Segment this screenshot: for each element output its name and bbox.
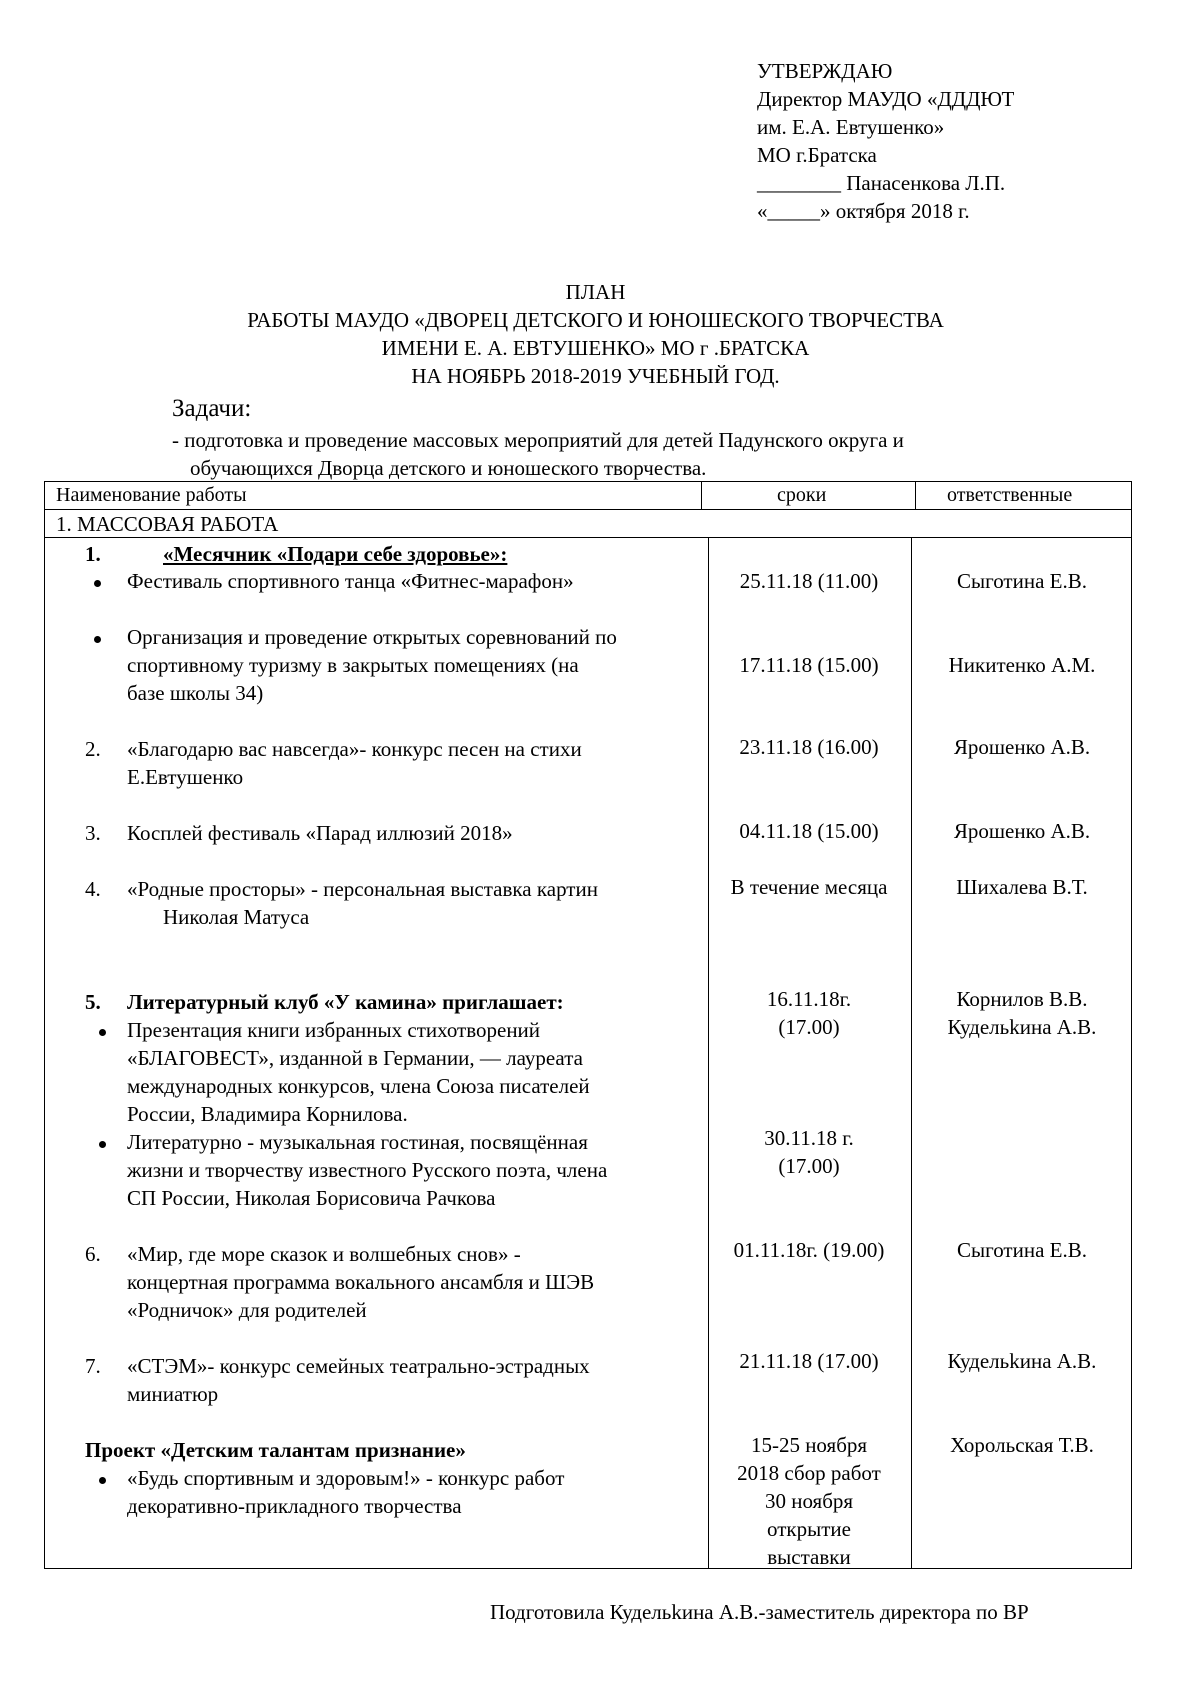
row-text: «Будь спортивным и здоровым!» - конкурс работ bbox=[127, 1466, 565, 1490]
row-date: выставки bbox=[767, 1545, 851, 1569]
row-date: 25.11.18 (11.00) bbox=[739, 569, 879, 593]
table-line bbox=[911, 537, 912, 1568]
approval-line: «_____» октября 2018 г. bbox=[757, 199, 970, 223]
row-date: 04.11.18 (15.00) bbox=[739, 819, 879, 843]
table-line bbox=[701, 481, 702, 509]
heading-line: РАБОТЫ МАУДО «ДВОРЕЦ ДЕТСКОГО И ЮНОШЕСКОГО ТВОРЧЕСТВА bbox=[247, 308, 944, 332]
approval-line: им. Е.А. Евтушенко» bbox=[757, 115, 945, 139]
heading-line: ИМЕНИ Е. А. ЕВТУШЕНКО» МО г .БРАТСКА bbox=[381, 336, 810, 360]
row-text: Литературно - музыкальная гостиная, посвящённая bbox=[127, 1130, 588, 1154]
document-heading bbox=[0, 278, 1191, 390]
row-date: 17.11.18 (15.00) bbox=[739, 653, 879, 677]
row-date: В течение месяца bbox=[730, 875, 888, 899]
heading-line: НА НОЯБРЬ 2018-2019 УЧЕБНЫЙ ГОД. bbox=[411, 364, 780, 388]
row-text: миниатюр bbox=[127, 1382, 219, 1406]
column-header-name: Наименование работы bbox=[56, 484, 247, 506]
approval-line: УТВЕРЖДАЮ bbox=[757, 59, 893, 83]
row-text: Николая Матуса bbox=[163, 905, 310, 929]
row-text: базе школы 34) bbox=[127, 681, 264, 705]
bullet-icon bbox=[99, 1141, 106, 1148]
row-text: международных конкурсов, члена Союза писателей bbox=[127, 1074, 590, 1098]
row-text: «СТЭМ»- конкурс семейных театрально-эстрадных bbox=[127, 1354, 590, 1378]
row-text: Фестиваль спортивного танца «Фитнес-марафон» bbox=[127, 569, 574, 593]
footer-signature: Подготовила Кудельkина А.В.-заместитель директора по ВР bbox=[490, 1600, 1029, 1624]
row-text: «Родные просторы» - персональная выставка картин bbox=[127, 877, 598, 901]
row-number: 7. bbox=[85, 1354, 101, 1378]
tasks-line: - подготовка и проведение массовых мероприятий для детей Падунского округа и bbox=[172, 428, 904, 452]
table-line bbox=[44, 481, 1132, 482]
row-text: «БЛАГОВЕСТ», изданной в Германии, — лауреата bbox=[127, 1046, 583, 1070]
tasks-text bbox=[172, 426, 904, 482]
bullet-icon bbox=[99, 1029, 106, 1036]
row-number: 6. bbox=[85, 1242, 101, 1266]
approval-line: ________ Панасенкова Л.П. bbox=[757, 171, 1006, 195]
bullet-icon bbox=[94, 636, 101, 643]
row-responsible: Ярошенко А.В. bbox=[953, 819, 1091, 843]
tasks-line: обучающихся Дворца детского и юношеского творчества. bbox=[190, 456, 707, 480]
row-title: Литературный клуб «У камина» приглашает: bbox=[127, 990, 564, 1014]
row-responsible: Корнилов В.В. bbox=[956, 987, 1088, 1011]
row-text: «Благодарю вас навсегда»- конкурс песен на стихи bbox=[127, 737, 582, 761]
approval-block bbox=[757, 57, 1014, 225]
approval-line: Директор МАУДО «ДДДЮТ bbox=[757, 87, 1015, 111]
row-text: «Родничок» для родителей bbox=[127, 1298, 367, 1322]
row-text: концертная программа вокального ансамбля и ШЭВ bbox=[127, 1270, 595, 1294]
row-responsible: Кудельkина А.В. bbox=[947, 1015, 1097, 1039]
row-text: спортивному туризму в закрытых помещениях (на bbox=[127, 653, 579, 677]
row-responsible: Никитенко А.М. bbox=[948, 653, 1096, 677]
row-text: декоративно-прикладного творчества bbox=[127, 1494, 462, 1518]
table-line bbox=[44, 481, 45, 1569]
row-text: «Мир, где море сказок и волшебных снов» - bbox=[127, 1242, 521, 1266]
row-date: 21.11.18 (17.00) bbox=[739, 1349, 879, 1373]
section-title: 1. МАССОВАЯ РАБОТА bbox=[56, 512, 279, 536]
row-date: (17.00) bbox=[778, 1154, 840, 1178]
row-text: жизни и творчеству известного Русского поэта, члена bbox=[127, 1158, 608, 1182]
row-text: Организация и проведение открытых соревнований по bbox=[127, 625, 617, 649]
row-date: 16.11.18г. bbox=[766, 987, 852, 1011]
row-date: 2018 сбор работ bbox=[737, 1461, 881, 1485]
row-date: 01.11.18г. (19.00) bbox=[733, 1238, 885, 1262]
table-line bbox=[44, 1568, 1132, 1569]
row-number: 4. bbox=[85, 877, 101, 901]
row-text: Е.Евтушенко bbox=[127, 765, 244, 789]
table-line bbox=[708, 537, 709, 1568]
row-date: 30 ноября bbox=[764, 1489, 854, 1513]
table-line bbox=[915, 481, 916, 509]
approval-line: МО г.Братска bbox=[757, 143, 877, 167]
tasks-title: Задачи: bbox=[172, 395, 252, 422]
row-number: 3. bbox=[85, 821, 101, 845]
row-responsible: Шихалева В.Т. bbox=[956, 875, 1088, 899]
row-title: Проект «Детским талантам признание» bbox=[85, 1438, 466, 1462]
column-header-responsible: ответственные bbox=[947, 484, 1073, 506]
row-date: открытие bbox=[767, 1517, 851, 1541]
row-title: «Месячник «Подари себе здоровье»: bbox=[163, 542, 508, 566]
row-text: Косплей фестиваль «Парад иллюзий 2018» bbox=[127, 821, 513, 845]
row-responsible: Кудельkина А.В. bbox=[947, 1349, 1097, 1373]
row-number: 2. bbox=[85, 737, 101, 761]
row-responsible: Хорольская Т.В. bbox=[950, 1433, 1094, 1457]
bullet-icon bbox=[99, 1477, 106, 1484]
row-date: (17.00) bbox=[778, 1015, 840, 1039]
row-responsible: Сыготина Е.В. bbox=[957, 1238, 1087, 1262]
column-header-dates: сроки bbox=[777, 484, 827, 506]
row-number: 5. bbox=[85, 990, 101, 1014]
row-text: СП России, Николая Борисовича Рачкова bbox=[127, 1186, 496, 1210]
row-date: 15-25 ноября bbox=[750, 1433, 868, 1457]
row-date: 23.11.18 (16.00) bbox=[739, 735, 879, 759]
row-text: России, Владимира Корнилова. bbox=[127, 1102, 408, 1126]
row-number: 1. bbox=[85, 542, 101, 566]
row-responsible: Сыготина Е.В. bbox=[957, 569, 1087, 593]
heading-line: ПЛАН bbox=[565, 280, 626, 304]
row-responsible: Ярошенко А.В. bbox=[953, 735, 1091, 759]
row-date: 30.11.18 г. bbox=[764, 1126, 854, 1150]
bullet-icon bbox=[94, 580, 101, 587]
row-text: Презентация книги избранных стихотворений bbox=[127, 1018, 541, 1042]
